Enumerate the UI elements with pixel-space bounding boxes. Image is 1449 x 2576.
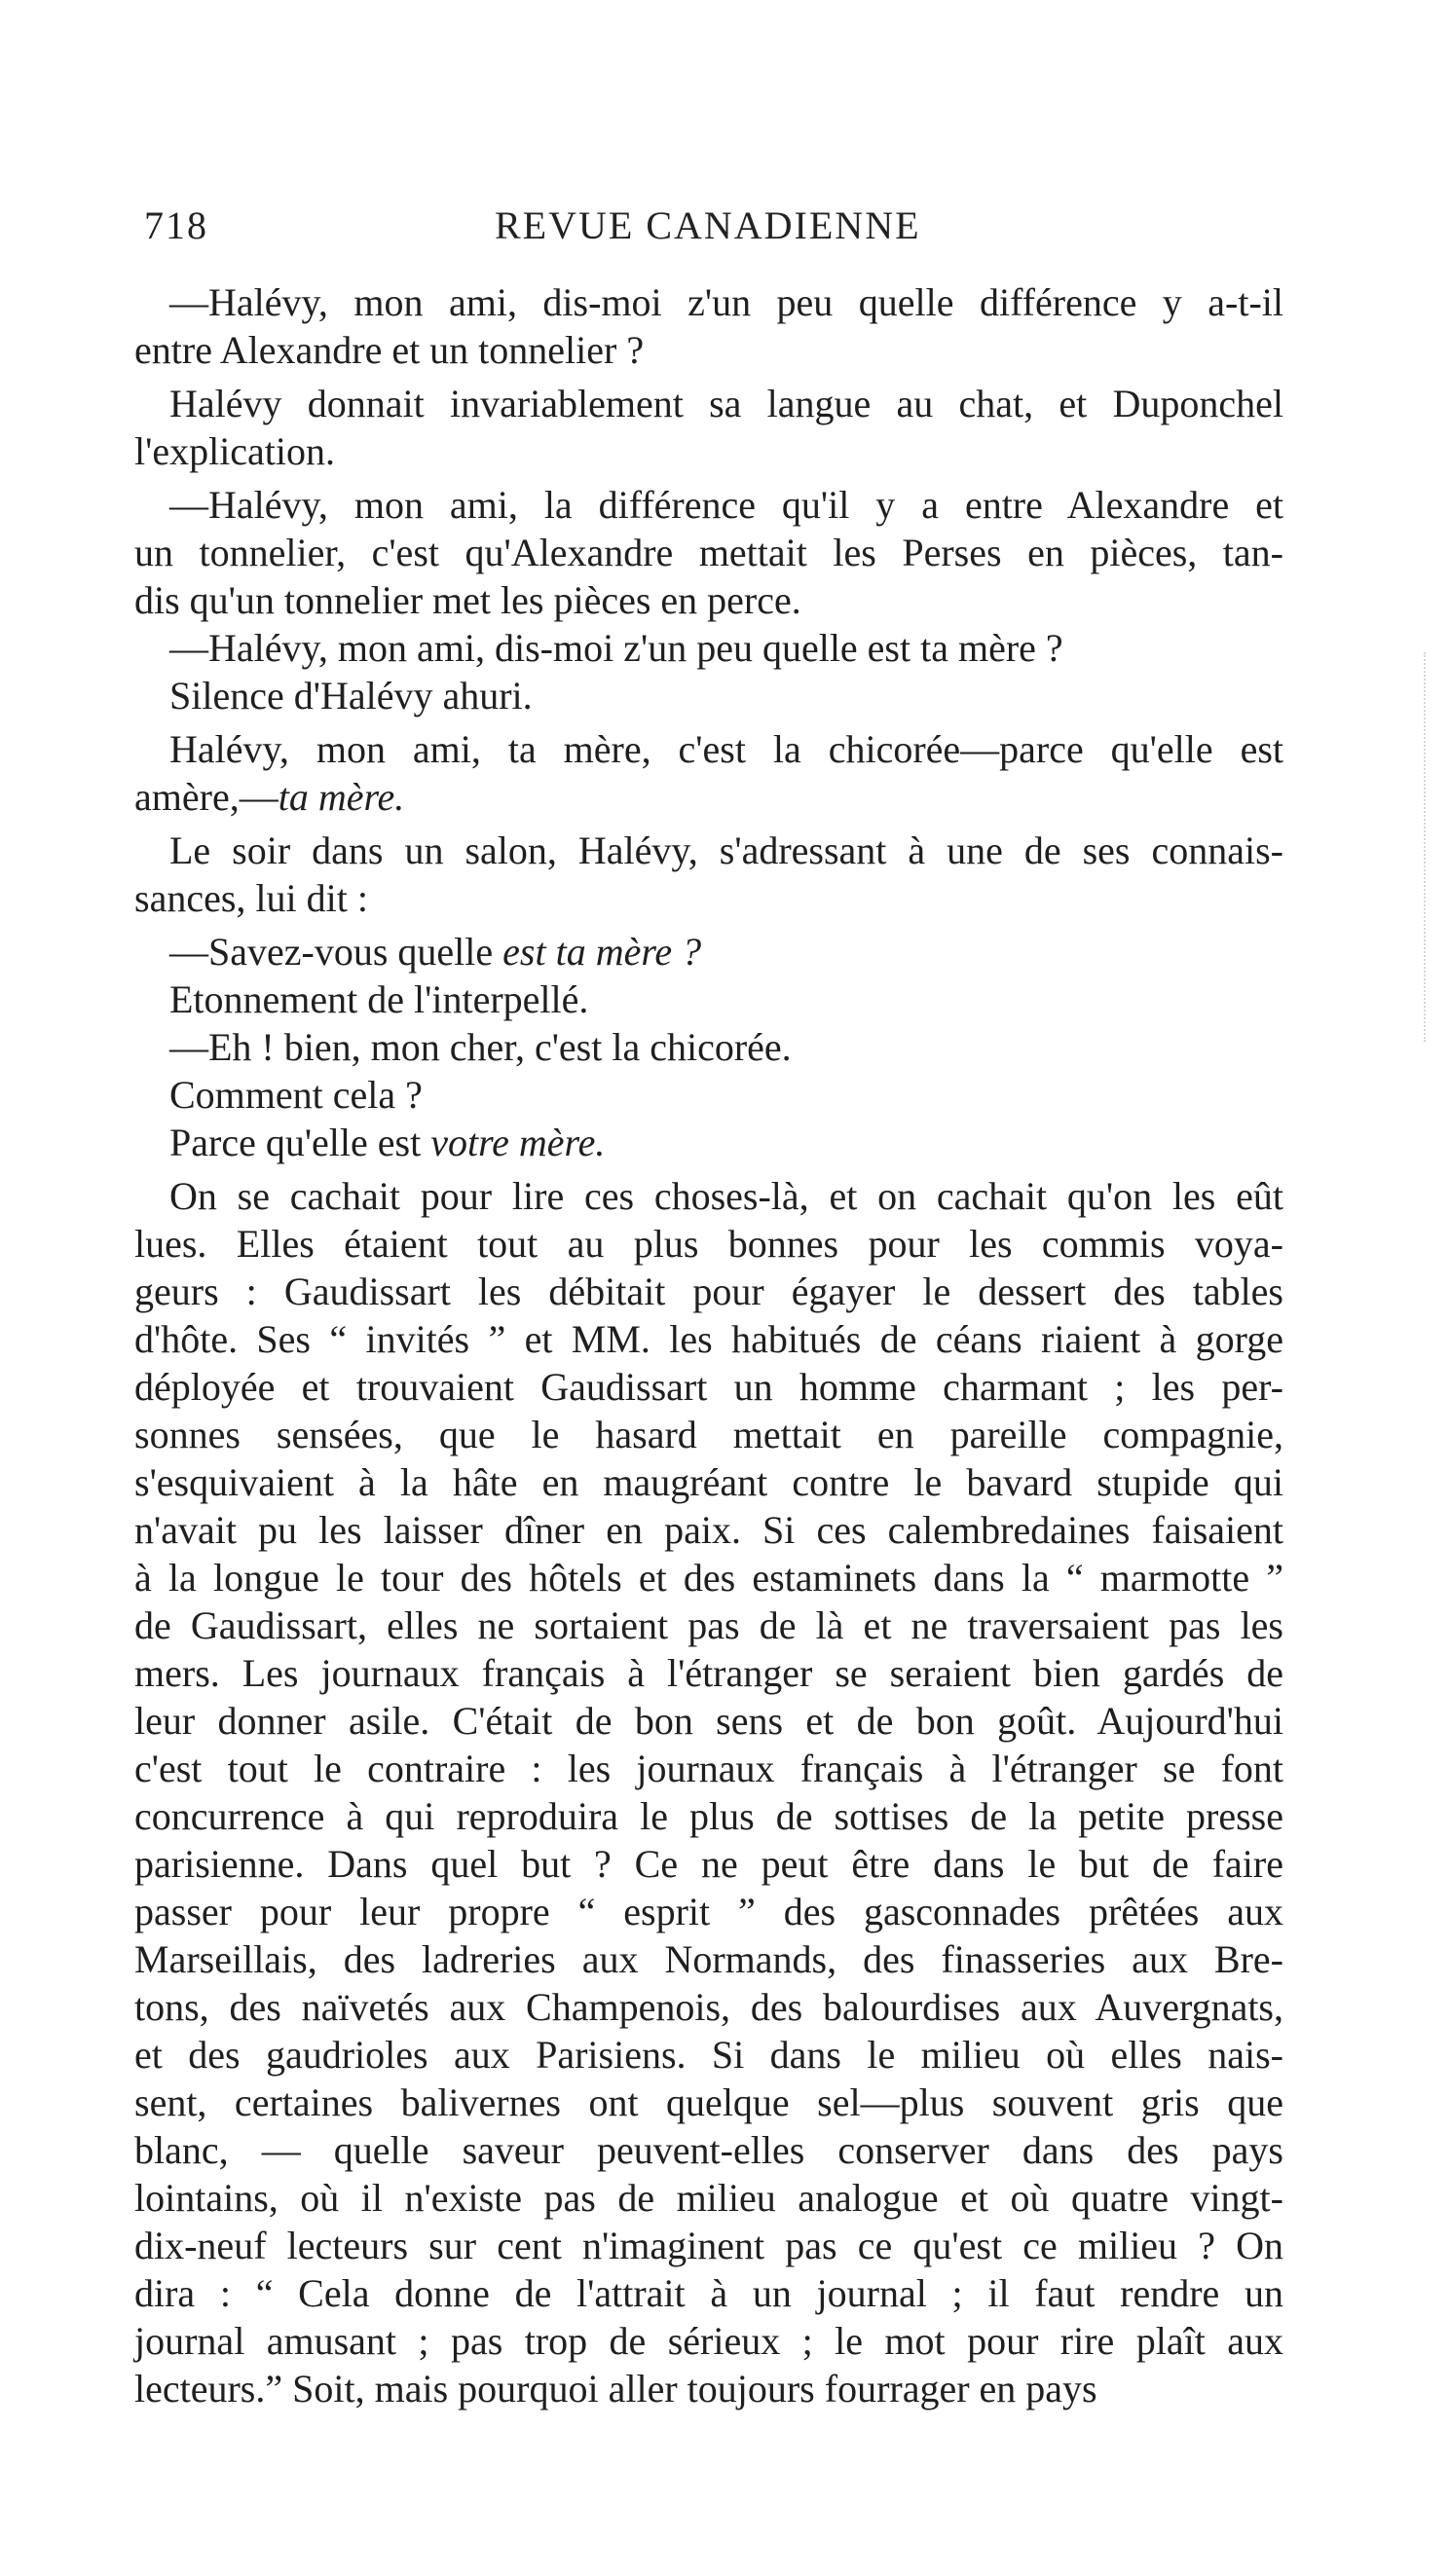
text-line: n'avait pu les laisser dîner en paix. Si ces calembredaines faisaient bbox=[134, 1508, 1283, 1552]
text-line bbox=[134, 928, 1283, 975]
text-line: lointains, où il n'existe pas de milieu analogue et où quatre vingt- bbox=[134, 2176, 1283, 2220]
text-line: Halévy, mon ami, ta mère, c'est la chicorée—parce qu'elle est bbox=[169, 727, 1283, 771]
text-line: sonnes sensées, que le hasard mettait en pareille compagnie, bbox=[134, 1413, 1283, 1456]
text-line: s'esquivaient à la hâte en maugréant contre le bavard stupide qui bbox=[134, 1460, 1283, 1504]
text-line: Silence d'Halévy ahuri. bbox=[169, 674, 533, 718]
page-number: 718 bbox=[144, 203, 208, 247]
text-line: leur donner asile. C'était de bon sens et de bon goût. Aujourd'hui bbox=[134, 1699, 1283, 1743]
paragraph bbox=[134, 827, 1283, 922]
text-line: tons, des naïvetés aux Champenois, des balourdises aux Auvergnats, bbox=[134, 1985, 1283, 2029]
text-line: dira : “ Cela donne de l'attrait à un journal ; il faut rendre un bbox=[134, 2271, 1283, 2315]
italic-text: votre mère. bbox=[430, 1121, 606, 1164]
text-line: Marseillais, des ladreries aux Normands, des finasseries aux Bre- bbox=[134, 1937, 1283, 1981]
text-line: —Eh ! bien, mon cher, c'est la chicorée. bbox=[169, 1025, 792, 1069]
text-line: c'est tout le contraire : les journaux français à l'étranger se font bbox=[134, 1747, 1283, 1790]
text-line: sent, certaines balivernes ont quelque sel—plus souvent gris que bbox=[134, 2080, 1283, 2124]
text-line: et des gaudrioles aux Parisiens. Si dans le milieu où elles nais- bbox=[134, 2033, 1283, 2077]
text-line: à la longue le tour des hôtels et des estaminets dans la “ marmotte ” bbox=[134, 1556, 1283, 1600]
text-run: —Savez-vous quelle bbox=[169, 930, 503, 974]
text-line: déployée et trouvaient Gaudissart un homme charmant ; les per- bbox=[134, 1365, 1283, 1409]
text-line: Halévy donnait invariablement sa langue au chat, et Duponchel bbox=[169, 382, 1283, 425]
text-line: parisienne. Dans quel but ? Ce ne peut être dans le but de faire bbox=[134, 1842, 1283, 1886]
text-line: geurs : Gaudissart les débitait pour égayer le dessert des tables bbox=[134, 1270, 1283, 1313]
paragraph bbox=[134, 1023, 1283, 1071]
paragraph bbox=[134, 725, 1283, 821]
italic-text: est ta mère ? bbox=[502, 930, 702, 974]
paragraph bbox=[134, 1172, 1283, 2412]
text-line: Le soir dans un salon, Halévy, s'adressant à une de ses connais- bbox=[169, 828, 1283, 872]
text-line: lecteurs.” Soit, mais pourquoi aller toujours fourrager en pays bbox=[134, 2367, 1097, 2410]
paragraph bbox=[134, 672, 1283, 719]
text-line: de Gaudissart, elles ne sortaient pas de là et ne traversaient pas les bbox=[134, 1603, 1283, 1647]
page-header bbox=[144, 202, 1293, 257]
text-line: On se cachait pour lire ces choses-là, et on cachait qu'on les eût bbox=[169, 1174, 1283, 1218]
text-run: Parce qu'elle est bbox=[169, 1121, 431, 1164]
text-line: Comment cela ? bbox=[169, 1073, 423, 1117]
page-body bbox=[134, 278, 1283, 2412]
text-line: passer pour leur propre “ esprit ” des gasconnades prêtées aux bbox=[134, 1890, 1283, 1933]
text-line bbox=[134, 773, 1283, 821]
text-line: l'explication. bbox=[134, 429, 336, 473]
paragraph bbox=[134, 624, 1283, 672]
paragraph bbox=[134, 1119, 1283, 1166]
text-line: concurrence à qui reproduira le plus de sottises de la petite presse bbox=[134, 1794, 1283, 1838]
paragraph bbox=[134, 278, 1283, 374]
text-line: un tonnelier, c'est qu'Alexandre mettait les Perses en pièces, tan- bbox=[134, 531, 1283, 574]
text-line: —Halévy, mon ami, dis-moi z'un peu quelle différence y a-t-il bbox=[169, 280, 1283, 324]
text-line: d'hôte. Ses “ invités ” et MM. les habitués de céans riaient à gorge bbox=[134, 1317, 1283, 1361]
scan-margin-marks bbox=[1424, 652, 1428, 1042]
text-line: —Halévy, mon ami, dis-moi z'un peu quelle est ta mère ? bbox=[169, 626, 1063, 670]
paragraph bbox=[134, 928, 1283, 975]
italic-text: ta mère. bbox=[278, 775, 405, 819]
text-line: sances, lui dit : bbox=[134, 876, 368, 920]
text-line: —Halévy, mon ami, la différence qu'il y a entre Alexandre et bbox=[169, 483, 1283, 527]
text-line: entre Alexandre et un tonnelier ? bbox=[134, 328, 645, 372]
paragraph bbox=[134, 380, 1283, 475]
paragraph bbox=[134, 1071, 1283, 1119]
running-title: REVUE CANADIENNE bbox=[495, 203, 921, 247]
paragraph bbox=[134, 481, 1283, 624]
text-line bbox=[134, 1119, 1283, 1166]
text-line: journal amusant ; pas trop de sérieux ; le mot pour rire plaît aux bbox=[134, 2319, 1283, 2363]
text-line: Etonnement de l'interpellé. bbox=[169, 977, 589, 1021]
text-line: dix-neuf lecteurs sur cent n'imaginent pas ce qu'est ce milieu ? On bbox=[134, 2224, 1283, 2267]
text-run: amère,— bbox=[134, 775, 279, 819]
paragraph bbox=[134, 975, 1283, 1023]
text-line: blanc, — quelle saveur peuvent-elles conserver dans des pays bbox=[134, 2128, 1283, 2172]
text-line: lues. Elles étaient tout au plus bonnes pour les commis voya- bbox=[134, 1222, 1283, 1266]
text-line: dis qu'un tonnelier met les pièces en perce. bbox=[134, 578, 801, 622]
text-line: mers. Les journaux français à l'étranger se seraient bien gardés de bbox=[134, 1651, 1283, 1695]
